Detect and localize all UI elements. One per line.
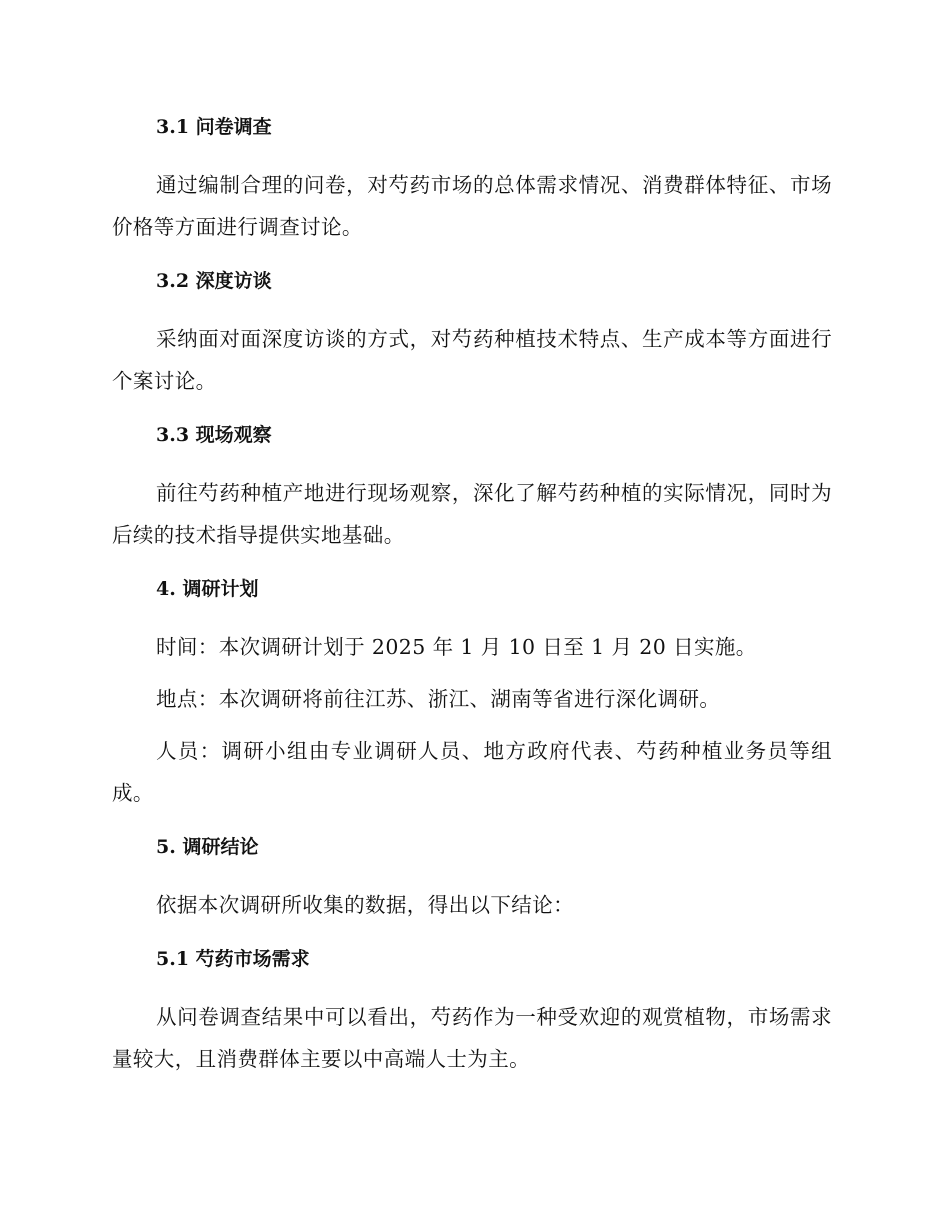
paragraph-observation: 前往芍药种植产地进行现场观察，深化了解芍药种植的实际情况，同时为后续的技术指导提供实地基础。 (112, 481, 832, 547)
section-heading-3-1: 3.1 问卷调查 (156, 116, 272, 138)
paragraph-conclusion-intro: 依据本次调研所收集的数据，得出以下结论： (156, 893, 574, 917)
section-heading-3-2: 3.2 深度访谈 (156, 270, 272, 292)
paragraph-questionnaire: 通过编制合理的问卷，对芍药市场的总体需求情况、消费群体特征、市场价格等方面进行调查讨论。 (112, 173, 832, 239)
section-heading-4: 4. 调研计划 (156, 578, 259, 600)
paragraph-plan-time: 时间：本次调研计划于 2025 年 1 月 10 日至 1 月 20 日实施。 (156, 635, 757, 659)
paragraph-plan-personnel: 人员：调研小组由专业调研人员、地方政府代表、芍药种植业务员等组成。 (112, 739, 832, 805)
paragraph-interview: 采纳面对面深度访谈的方式，对芍药种植技术特点、生产成本等方面进行个案讨论。 (112, 327, 832, 393)
section-heading-5-1: 5.1 芍药市场需求 (156, 948, 310, 970)
document-page (112, 104, 832, 1080)
section-heading-5: 5. 调研结论 (156, 836, 259, 858)
paragraph-plan-location: 地点：本次调研将前往江苏、浙江、湖南等省进行深化调研。 (156, 687, 721, 711)
section-heading-3-3: 3.3 现场观察 (156, 424, 272, 446)
paragraph-market-demand: 从问卷调查结果中可以看出，芍药作为一种受欢迎的观赏植物，市场需求量较大，且消费群体主要以中高端人士为主。 (112, 1005, 832, 1071)
